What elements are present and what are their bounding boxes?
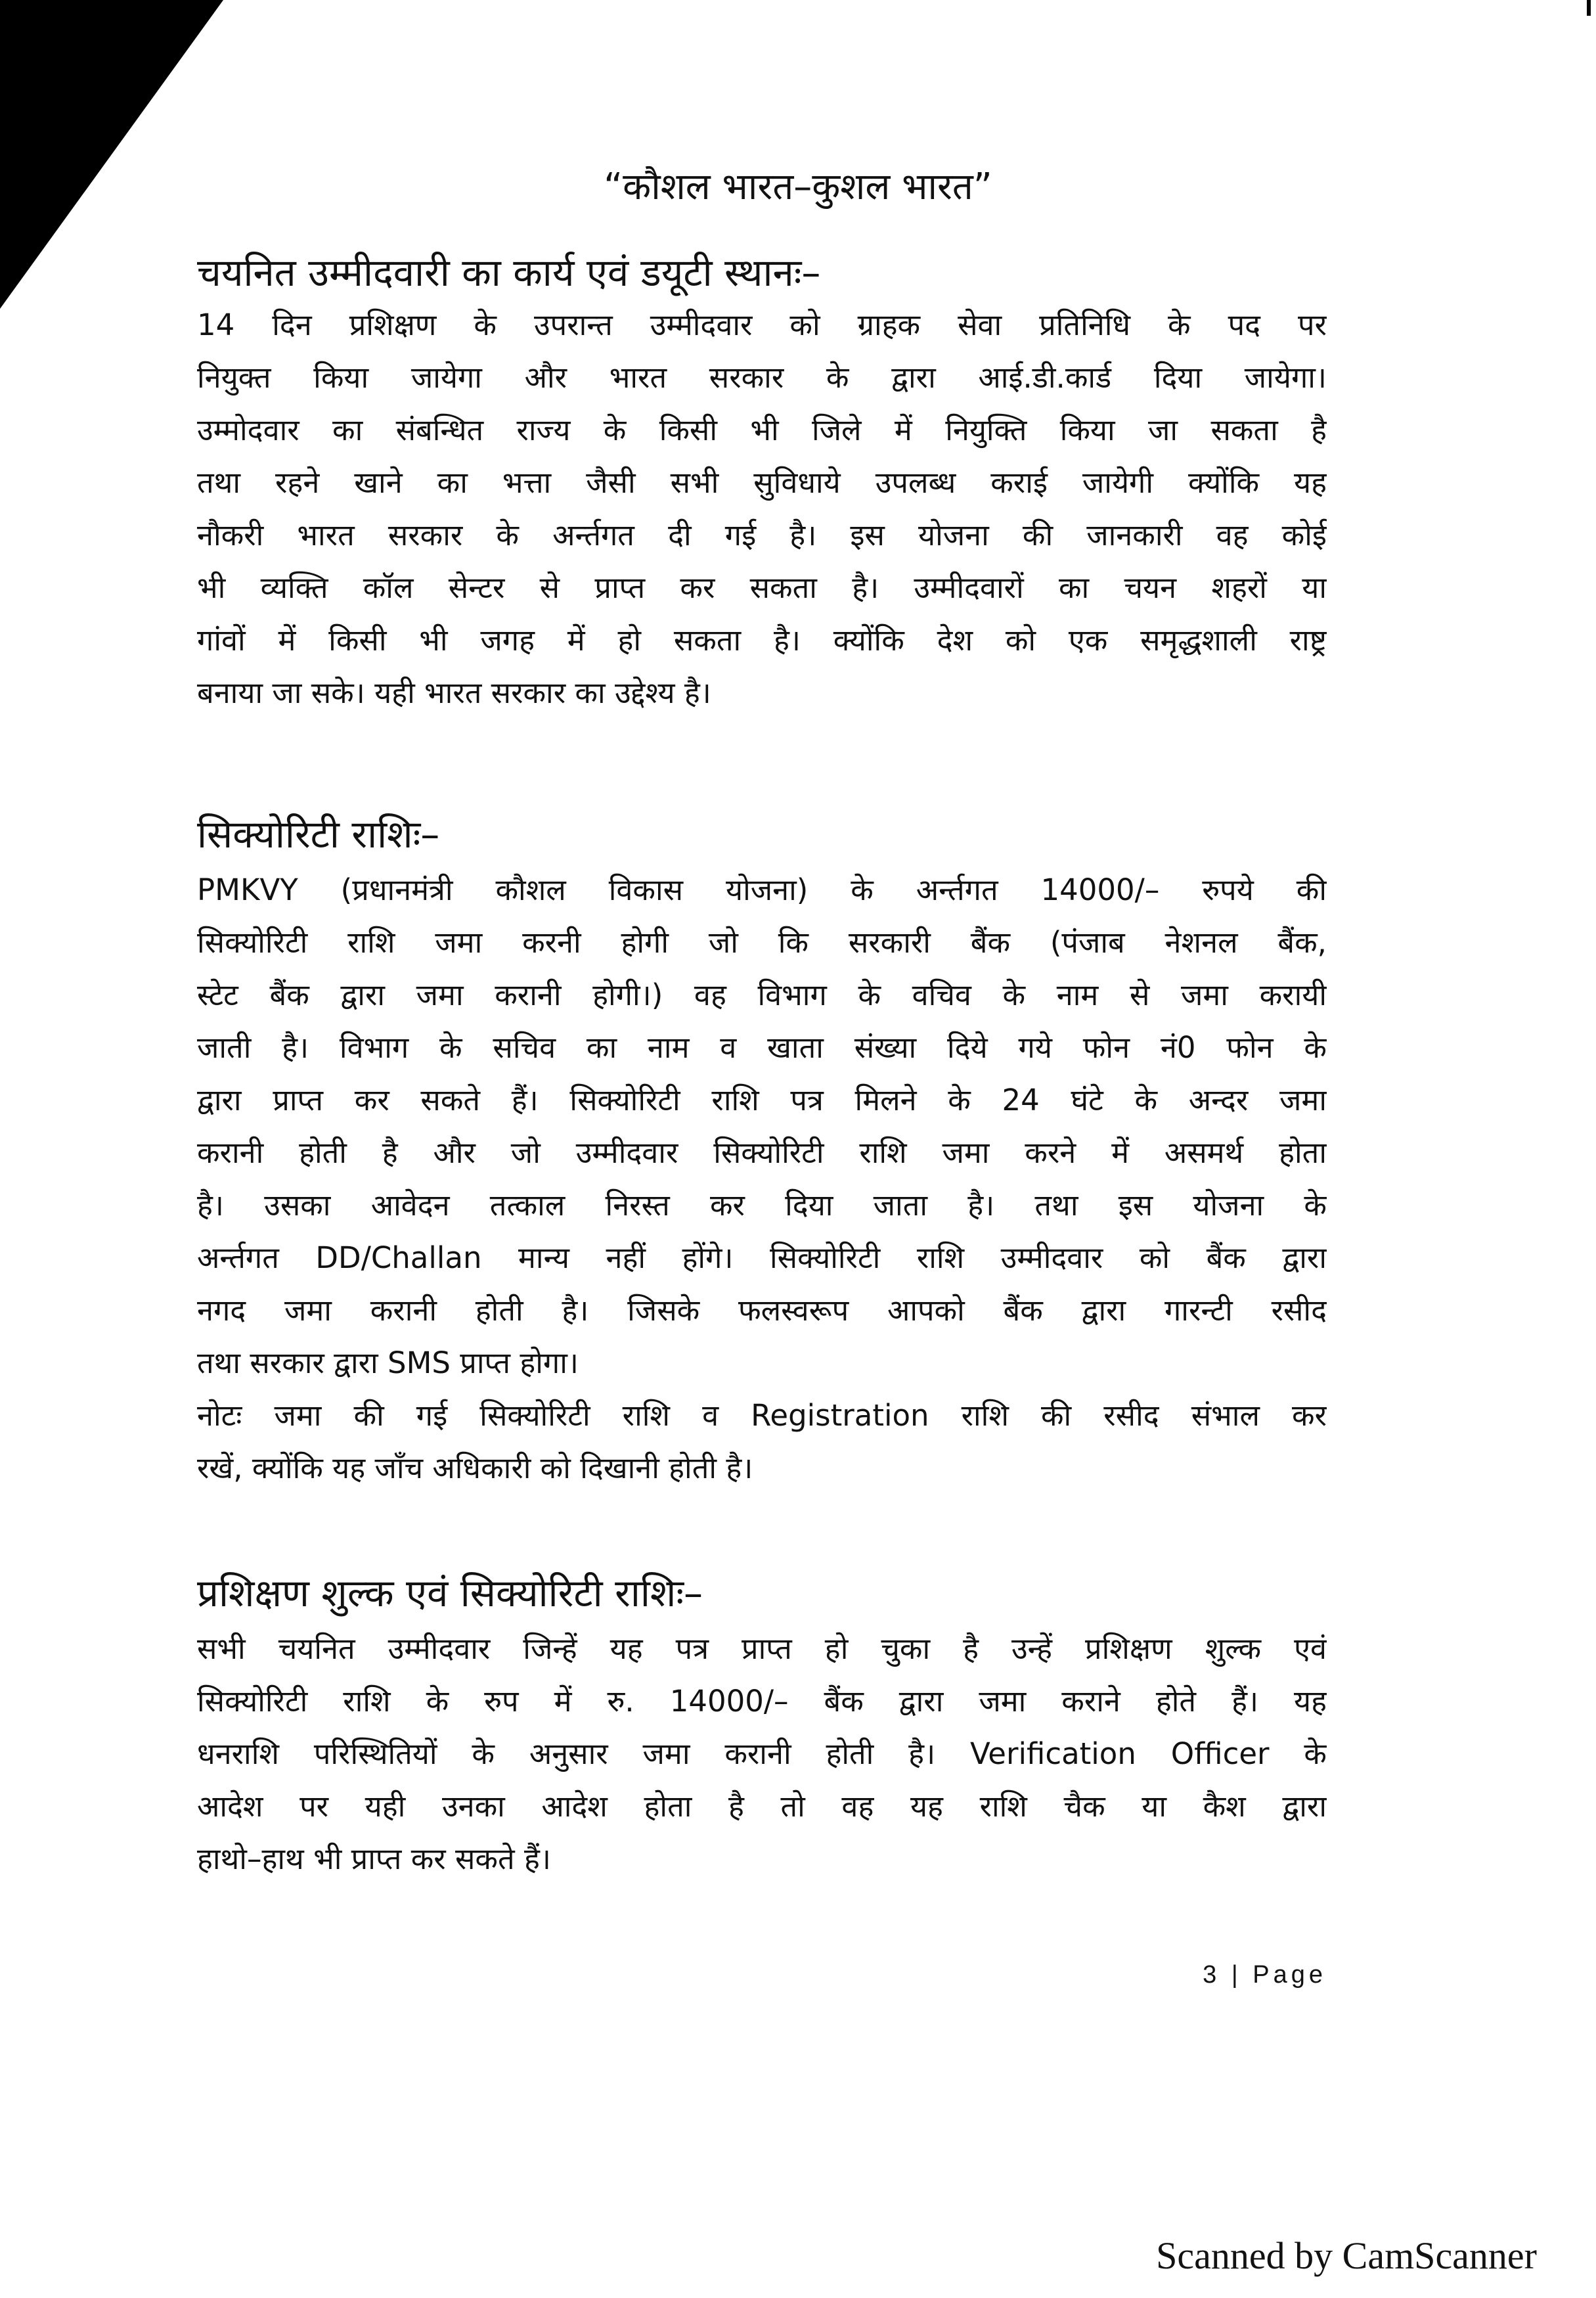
paragraph-line: नगद जमा करानी होती है। जिसके फलस्वरूप आपको बैंक द्वारा गारन्टी रसीद [197, 1293, 1327, 1328]
paragraph-line: आदेश पर यही उनका आदेश होता है तो वह यह राशि चैक या कैश द्वारा [197, 1789, 1327, 1824]
paragraph-line: जाती है। विभाग के सचिव का नाम व खाता संख्या दिये गये फोन नं0 फोन के [197, 1030, 1327, 1065]
paragraph-line: अर्न्तगत DD/Challan मान्य नहीं होंगे। सिक्योरिटी राशि उम्मीदवार को बैंक द्वारा [197, 1240, 1327, 1275]
paragraph-line: नियुक्त किया जायेगा और भारत सरकार के द्वारा आई.डी.कार्ड दिया जायेगा। [197, 360, 1327, 395]
section-body-training-fee [197, 1623, 1327, 1885]
paragraph-line: भी व्यक्ति कॉल सेन्टर से प्राप्त कर सकता है। उम्मीदवारों का चयन शहरों या [197, 570, 1327, 605]
paragraph-line: सिक्योरिटी राशि के रुप में रु. 14000/– बैंक द्वारा जमा कराने होते हैं। यह [197, 1684, 1327, 1719]
paragraph-line: तथा सरकार द्वारा SMS प्राप्त होगा। [197, 1345, 579, 1380]
paragraph-line: करानी होती है और जो उम्मीदवार सिक्योरिटी राशि जमा करने में असमर्थ होता [197, 1135, 1327, 1170]
note-line: नोटः जमा की गई सिक्योरिटी राशि व Registration राशि की रसीद संभाल कर [197, 1398, 1327, 1433]
paragraph-line: PMKVY (प्रधानमंत्री कौशल विकास योजना) के अर्न्तगत 14000/– रुपये की [197, 872, 1327, 907]
note-line: रखें, क्योंकि यह जाँच अधिकारी को दिखानी होती है। [197, 1451, 753, 1485]
scan-edge-mark [1587, 0, 1591, 16]
section-body-duty-location [197, 299, 1327, 719]
paragraph-line: बनाया जा सके। यही भारत सरकार का उद्देश्य है। [197, 675, 711, 710]
paragraph-line: स्टेट बैंक द्वारा जमा करानी होगी।) वह विभाग के वचिव के नाम से जमा करायी [197, 978, 1327, 1012]
section-body-security-amount [197, 864, 1327, 1495]
paragraph-line: गांवों में किसी भी जगह में हो सकता है। क्योंकि देश को एक समृद्धशाली राष्ट्र [197, 623, 1327, 658]
page-number: 3 | Page [1203, 1961, 1327, 1989]
page-title: “कौशल भारत–कुशल भारत” [604, 166, 992, 208]
paragraph-line: उम्मोदवार का संबन्धित राज्य के किसी भी जिले में नियुक्ति किया जा सकता है [197, 413, 1327, 447]
paragraph-line: है। उसका आवेदन तत्काल निरस्त कर दिया जाता है। तथा इस योजना के [197, 1188, 1327, 1223]
scanner-watermark: Scanned by CamScanner [1156, 2234, 1537, 2277]
paragraph-line: हाथो–हाथ भी प्राप्त कर सकते हैं। [197, 1841, 551, 1876]
paragraph-line: 14 दिन प्रशिक्षण के उपरान्त उम्मीदवार को ग्राहक सेवा प्रतिनिधि के पद पर [197, 307, 1327, 342]
section-heading-security-amount: सिक्योरिटी राशिः– [197, 812, 440, 857]
section-heading-training-fee: प्रशिक्षण शुल्क एवं सिक्योरिटी राशिः– [197, 1571, 703, 1615]
paragraph-line: सिक्योरिटी राशि जमा करनी होगी जो कि सरकारी बैंक (पंजाब नेशनल बैंक, [197, 925, 1327, 960]
scan-corner-shadow [0, 0, 223, 309]
paragraph-line: तथा रहने खाने का भत्ता जैसी सभी सुविधाये उपलब्ध कराई जायेगी क्योंकि यह [197, 465, 1327, 500]
paragraph-line: धनराशि परिस्थितियों के अनुसार जमा करानी होती है। Verification Officer के [197, 1736, 1327, 1771]
section-heading-duty-location: चयनित उम्मीदवारी का कार्य एवं डयूटी स्थानः– [197, 250, 821, 295]
paragraph-line: द्वारा प्राप्त कर सकते हैं। सिक्योरिटी राशि पत्र मिलने के 24 घंटे के अन्दर जमा [197, 1083, 1327, 1117]
paragraph-line: सभी चयनित उम्मीदवार जिन्हें यह पत्र प्राप्त हो चुका है उन्हें प्रशिक्षण शुल्क एवं [197, 1631, 1327, 1666]
paragraph-line: नौकरी भारत सरकार के अर्न्तगत दी गई है। इस योजना की जानकारी वह कोई [197, 518, 1327, 552]
